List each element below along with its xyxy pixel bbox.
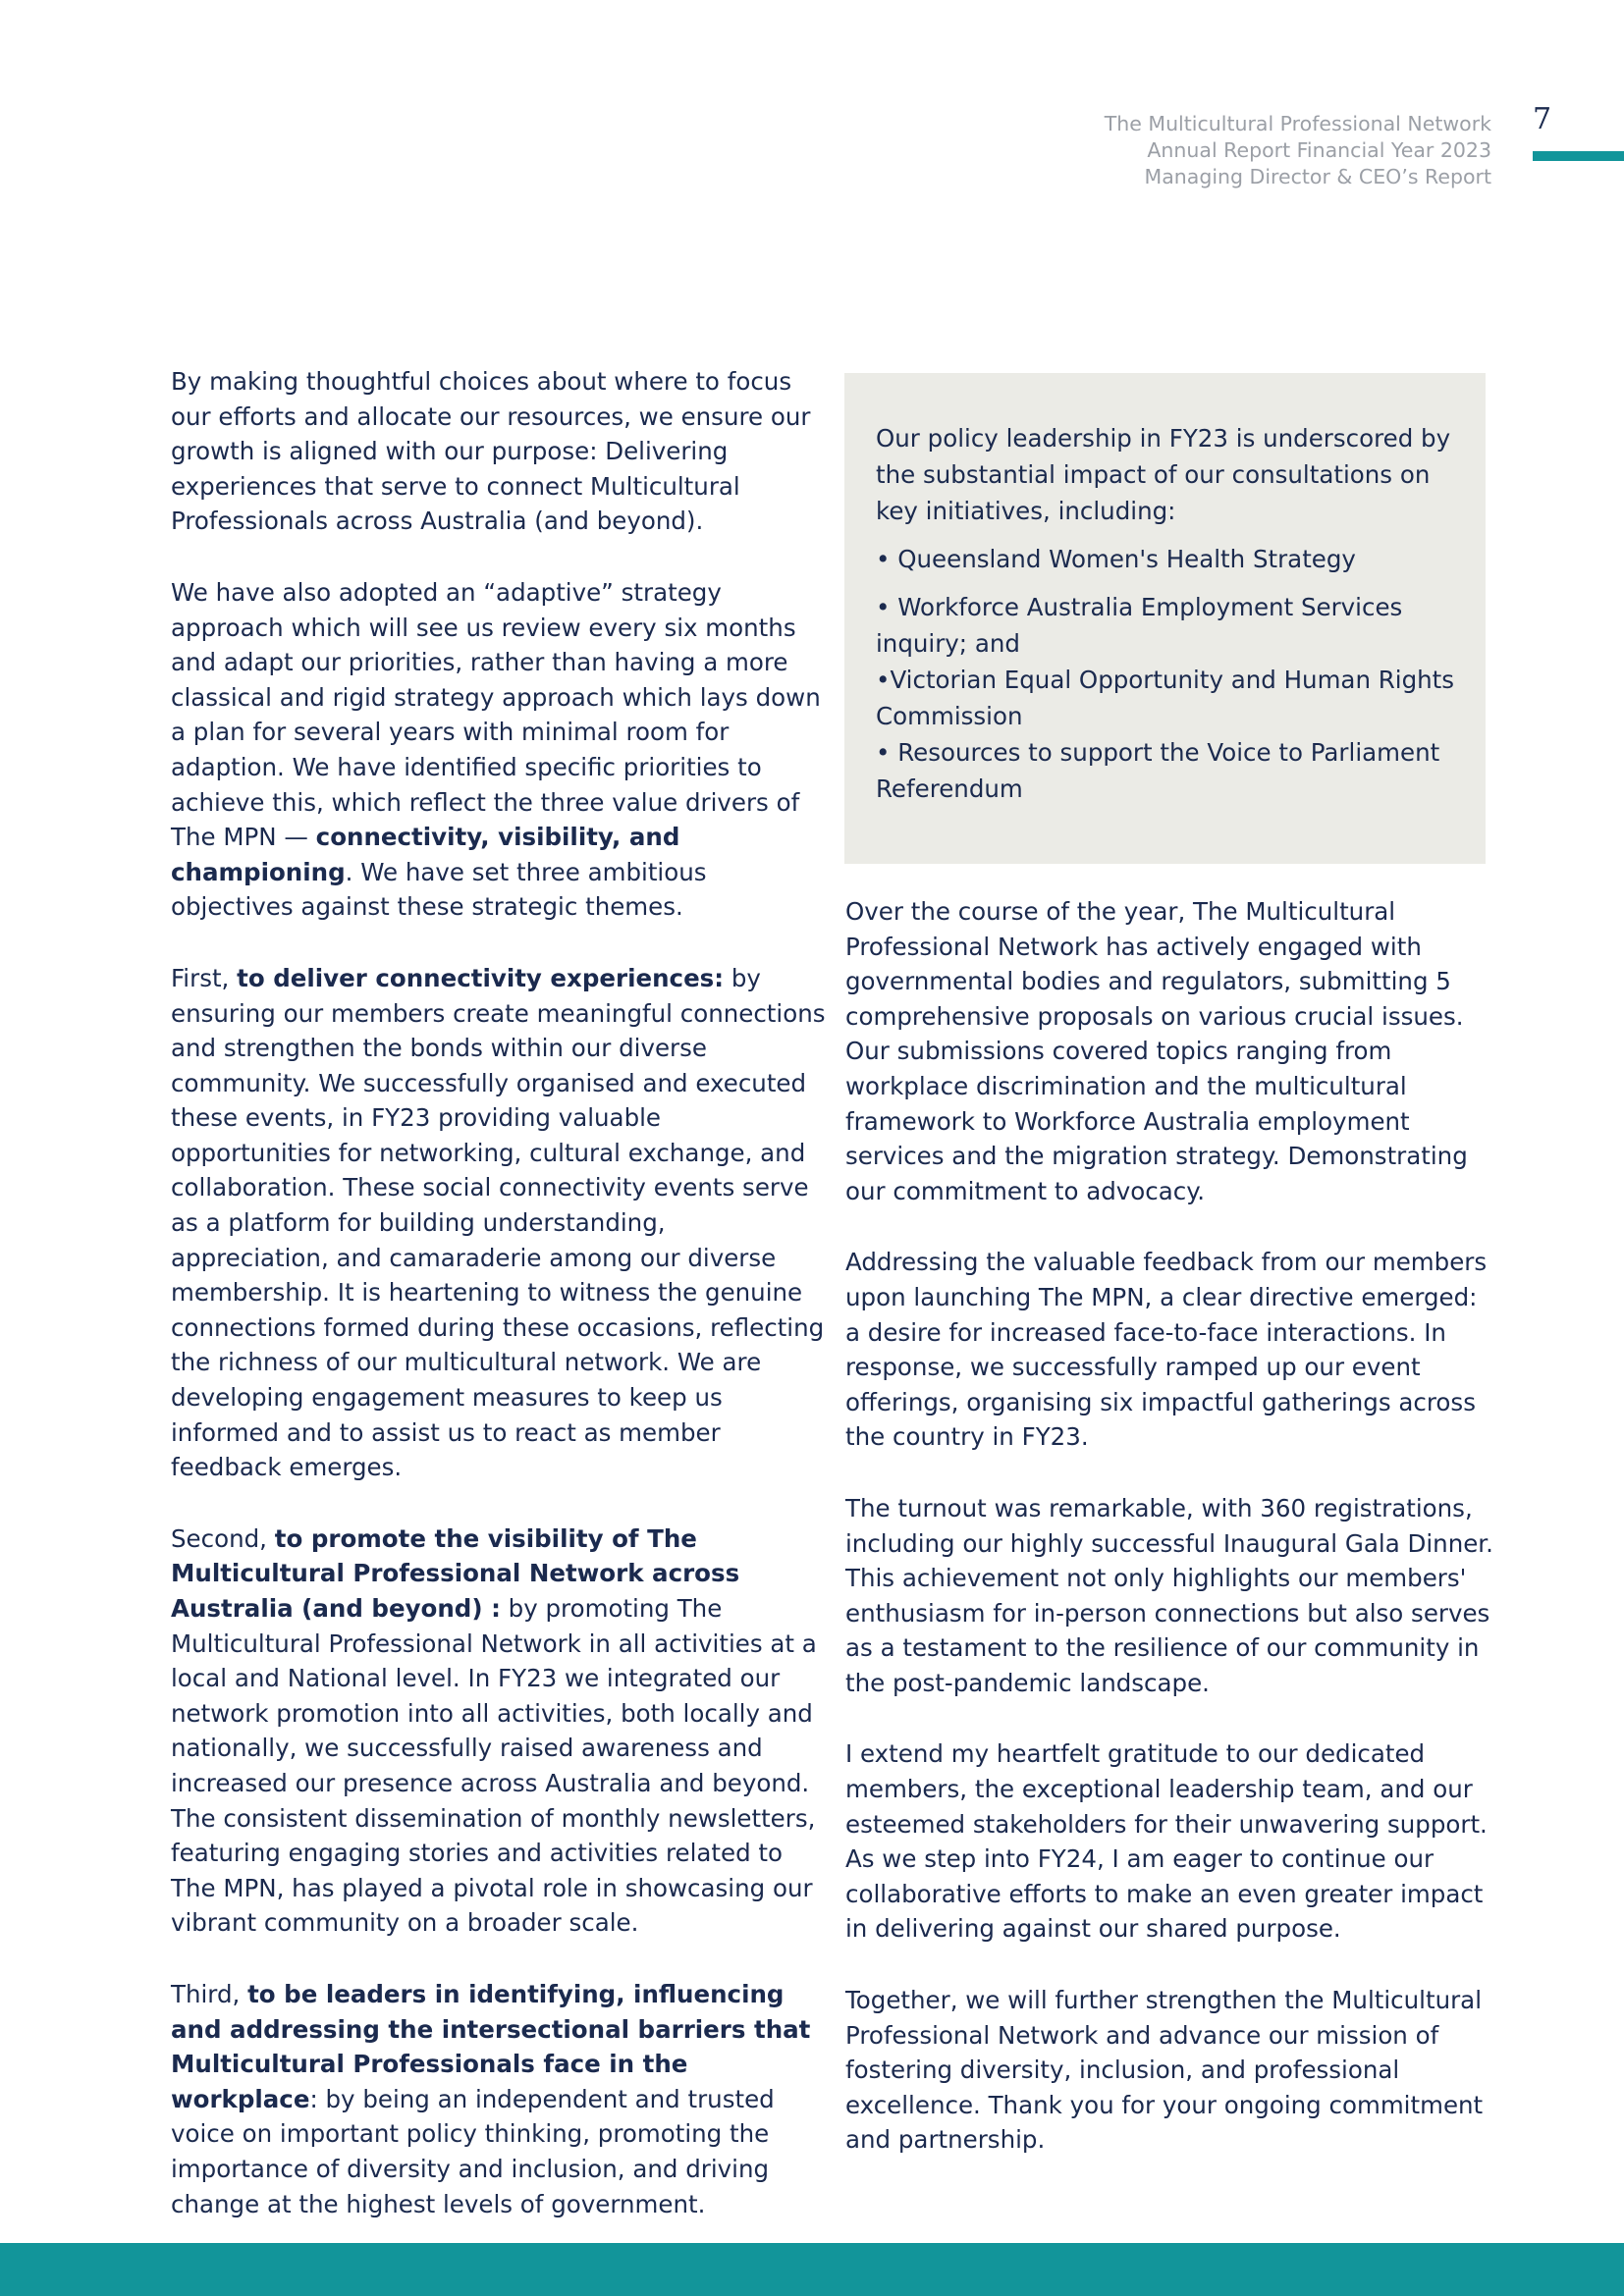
paragraph-connectivity: First, to deliver connectivity experiences: by ensuring our members create meaningful connections and strengthen the bonds within our diverse community. We successfully organised and executed these events, in FY23 providing valuable opportunities for networking, cultural exchange, and collaboration. These social connectivity events serve as a platform for building understanding, appreciation, and camaraderie among our diverse membership. It is heartening to witness the genuine connections formed during these occasions, reflecting the richness of our multicultural network. We are developing engagement measures to keep us informed and to assist us to react as member feedback emerges. (171, 963, 826, 1482)
policy-leadership-callout (844, 373, 1486, 864)
callout-list-item: • Workforce Australia Employment Services inquiry; and (876, 593, 1403, 658)
visibility-objective: to promote the visibility of The Multicultural Professional Network across Australia (and beyond) : (171, 1523, 740, 1623)
header-section-title: Managing Director & CEO’s Report (1144, 165, 1491, 188)
paragraph-member-feedback: Addressing the valuable feedback from our members upon launching The MPN, a clear directive emerged: a desire for increased face-to-face interactions. In response, we successfully ramped up our event offerings, organising six impactful gatherings across the country in FY23. (845, 1248, 1488, 1452)
left-column (171, 364, 827, 2258)
value-drivers-emphasis: connectivity, visibility, and championing (171, 823, 680, 886)
paragraph-turnout: The turnout was remarkable, with 360 registrations, including our highly successful Inaugural Gala Dinner. This achievement not only highlights our members' enthusiasm for in-person connections but also serves as a testament to the resilience of our community in the post-pandemic landscape. (845, 1493, 1493, 1697)
callout-list-item: • Resources to support the Voice to Parliament Referendum (876, 738, 1440, 803)
connectivity-objective: to deliver connectivity experiences: (237, 963, 725, 992)
right-column (845, 894, 1493, 2194)
paragraph-closing: Together, we will further strengthen the Multicultural Professional Network and advance our mission of fostering diversity, inclusion, and professional excellence. Thank you for your ongoing commitment and partnership. (845, 1986, 1484, 2155)
paragraph-purpose: By making thoughtful choices about where to focus our efforts and allocate our resources, we ensure our growth is aligned with our purpose: Delivering experiences that serve to connect Multicultural Professionals across Australia (and beyond). (171, 367, 811, 536)
running-header (1105, 111, 1491, 190)
paragraph-submissions: Over the course of the year, The Multicultural Professional Network has actively engaged with governmental bodies and regulators, submitting 5 comprehensive proposals on various crucial issues. Our submissions covered topics ranging from workplace discrimination and the multicultural framework to Workforce Australia employment services and the migration strategy. Demonstrating our commitment to advocacy. (845, 897, 1468, 1205)
callout-intro: Our policy leadership in FY23 is underscored by the substantial impact of our consultations on key initiatives, including: (876, 424, 1451, 525)
callout-list-item: • Queensland Women's Health Strategy (876, 545, 1356, 573)
paragraph-championing: Third, to be leaders in identifying, influencing and addressing the intersectional barriers that Multicultural Professionals face in the workplace: by being an independent and trusted voice on important policy thinking, promoting the importance of diversity and inclusion, and driving change at the highest levels of government. (171, 1979, 811, 2218)
header-organisation: The Multicultural Professional Network (1104, 112, 1491, 135)
paragraph-adaptive-strategy: We have also adopted an “adaptive” strategy approach which will see us review every six months and adapt our priorities, rather than having a more classical and rigid strategy approach which lays down a plan for several years with minimal room for adaption. We have identified specific priorities to achieve this, which reflect the three value drivers of The MPN — connectivity, visibility, and championing. We have set three ambitious objectives against these strategic themes. (171, 577, 821, 922)
championing-objective: to be leaders in identifying, influencing and addressing the intersectional barriers that Multicultural Professionals face in the workplace (171, 1979, 811, 2113)
callout-list (876, 541, 1456, 807)
paragraph-visibility: Second, to promote the visibility of The Multicultural Professional Network across Australia (and beyond) : by promoting The Multicultural Professional Network in all activities at a local and National level. In FY23 we integrated our network promotion into all activities, both locally and nationally, we successfully raised awareness and increased our presence across Australia and beyond. The consistent dissemination of monthly newsletters, featuring engaging stories and activities related to The MPN, has played a pivotal role in showcasing our vibrant community on a broader scale. (171, 1523, 817, 1938)
footer-accent-bar (0, 2243, 1624, 2296)
header-report-title: Annual Report Financial Year 2023 (1147, 138, 1491, 162)
callout-list-item: •Victorian Equal Opportunity and Human Rights Commission (876, 666, 1455, 730)
paragraph-gratitude: I extend my heartfelt gratitude to our dedicated members, the exceptional leadership team, and our esteemed stakeholders for their unwavering support. As we step into FY24, I am eager to continue our collaborative efforts to make an even greater impact in delivering against our shared purpose. (845, 1739, 1488, 1944)
page-number: 7 (1533, 102, 1552, 136)
page-number-accent-bar (1533, 151, 1624, 161)
